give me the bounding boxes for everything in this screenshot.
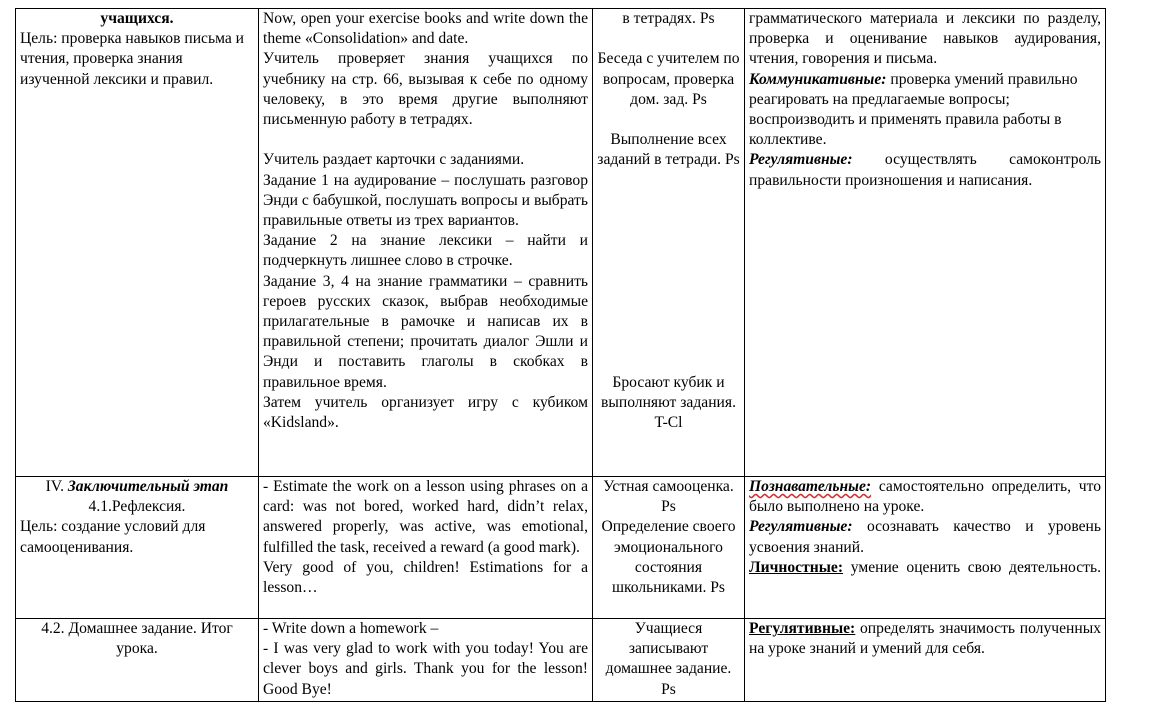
stage-roman: IV.	[45, 478, 64, 495]
teacher-activity-cell	[259, 477, 593, 619]
teacher-text: Учитель проверяет знания учащихся по учебнику на стр. 66, вызывая к себе по одному человеку, в это время другие выполняют письменную работу в тетрадях.	[263, 50, 588, 129]
uud-regulatory	[749, 517, 1101, 557]
students-text: в тетрадях. Ps	[622, 10, 715, 27]
teacher-text: - I was very glad to work with you today! You are clever boys and girls. Thank you for the lesson! Good Bye!	[263, 640, 588, 698]
stage-title: 4.2. Домашнее задание. Итог урока.	[41, 620, 233, 658]
students-text: Устная самооценка. Ps	[603, 478, 734, 516]
uud-cognitive	[749, 477, 1101, 517]
teacher-text: Учитель раздает карточки с заданиями.	[263, 151, 525, 169]
students-text: Определение своего эмоционального состояния школьниками. Ps	[601, 518, 736, 597]
teacher-activity-cell	[259, 619, 593, 702]
students-text: Беседа с учителем по вопросам, проверка дом. зад. Ps	[597, 50, 740, 108]
uud-text: осознавать качество и уровень усвоения знаний.	[749, 518, 1101, 556]
teacher-text: Задание 2 на знание лексики – найти и подчеркнуть лишнее слово в строчке.	[263, 232, 588, 270]
uud-text: самостоятельно определить, что было выполнено на уроке.	[749, 478, 1101, 516]
uud-regulatory	[749, 619, 1101, 659]
teacher-text: Very good of you, children! Estimations for a lesson…	[263, 558, 588, 597]
teacher-text: Задание 1 на аудирование – послушать разговор Энди с бабушкой, послушать вопросы и выбрать правильные ответы из трех вариантов.	[263, 171, 588, 230]
students-activity-cell	[593, 477, 745, 619]
lesson-plan-table	[15, 8, 1106, 702]
uud-text: грамматического материала и лексики по разделу, проверка и оценивание навыков аудирования, чтения, говорения и письма.	[749, 10, 1101, 68]
uud-label: Регулятивные:	[749, 518, 853, 536]
spacer	[597, 29, 740, 49]
uud-personal	[749, 558, 1101, 578]
students-text: Выполнение всех заданий в тетради. Ps	[597, 131, 740, 169]
stage-title: Заключительный этап	[67, 478, 229, 495]
uud-text: определять значимость полученных на уроке знаний и умений для себя.	[749, 620, 1101, 658]
students-activity-cell	[593, 9, 745, 477]
uud-label: Регулятивные:	[749, 151, 853, 169]
stage-goal: Цель: создание условий для самооценивания.	[20, 518, 206, 556]
teacher-text: - Estimate the work on a lesson using phrases on a card: was not bored, worked hard, didn’t relax, answered properly, was active, was emotional, fulfilled the task, received a reward (a good mark).	[263, 478, 588, 556]
teacher-text: Затем учитель организует игру с кубиком «Kidsland».	[263, 393, 588, 432]
uud-label: Познавательные:	[749, 478, 872, 495]
uud-label: Личностные:	[749, 558, 844, 576]
students-activity-cell	[593, 619, 745, 702]
spacer	[597, 171, 740, 373]
table-row	[16, 619, 1106, 702]
uud-communicative	[749, 70, 1101, 151]
stage-subtitle: 4.1.Рефлексия.	[88, 498, 186, 516]
stage-cell	[16, 477, 259, 619]
students-text: Учащиеся записывают домашнее задание. Ps	[605, 620, 732, 698]
uud-label: Коммуникативные:	[749, 70, 887, 88]
uud-text: проверка умений правильно реагировать на предлагаемые вопросы; воспроизводить и применять правила работы в коллективе.	[749, 70, 1078, 149]
table-row	[16, 9, 1106, 477]
teacher-text: - Write down a homework –	[263, 620, 439, 637]
uud-regulatory	[749, 150, 1101, 190]
uud-label: Регулятивные:	[749, 620, 856, 637]
uud-cell	[745, 619, 1106, 702]
teacher-text: Задание 3, 4 на знание грамматики – сравнить героев русских сказок, выбрав необходимые прилагательные в рамочке и написав их в правильной степени; прочитать диалог Эшли и Энди и поставить глаголы в скобках в правильное время.	[263, 272, 588, 391]
stage-title: учащихся.	[100, 10, 174, 27]
teacher-text: Now, open your exercise books and write down the theme «Consolidation» and date.	[263, 10, 588, 48]
stage-goal: Цель: проверка навыков письма и чтения, проверка знания изученной лексики и правил.	[20, 30, 244, 88]
uud-cell	[745, 9, 1106, 477]
uud-text: умение оценить свою деятельность.	[850, 558, 1101, 576]
uud-cell	[745, 477, 1106, 619]
stage-cell	[16, 619, 259, 702]
spacer	[597, 110, 740, 130]
spacer	[263, 130, 588, 150]
table-row	[16, 477, 1106, 619]
stage-heading	[20, 477, 254, 497]
students-text: Бросают кубик и выполняют задания. T-Cl	[601, 373, 736, 431]
uud-text: осуществлять самоконтроль правильности произношения и написания.	[749, 151, 1101, 189]
stage-cell	[16, 9, 259, 477]
teacher-activity-cell	[259, 9, 593, 477]
